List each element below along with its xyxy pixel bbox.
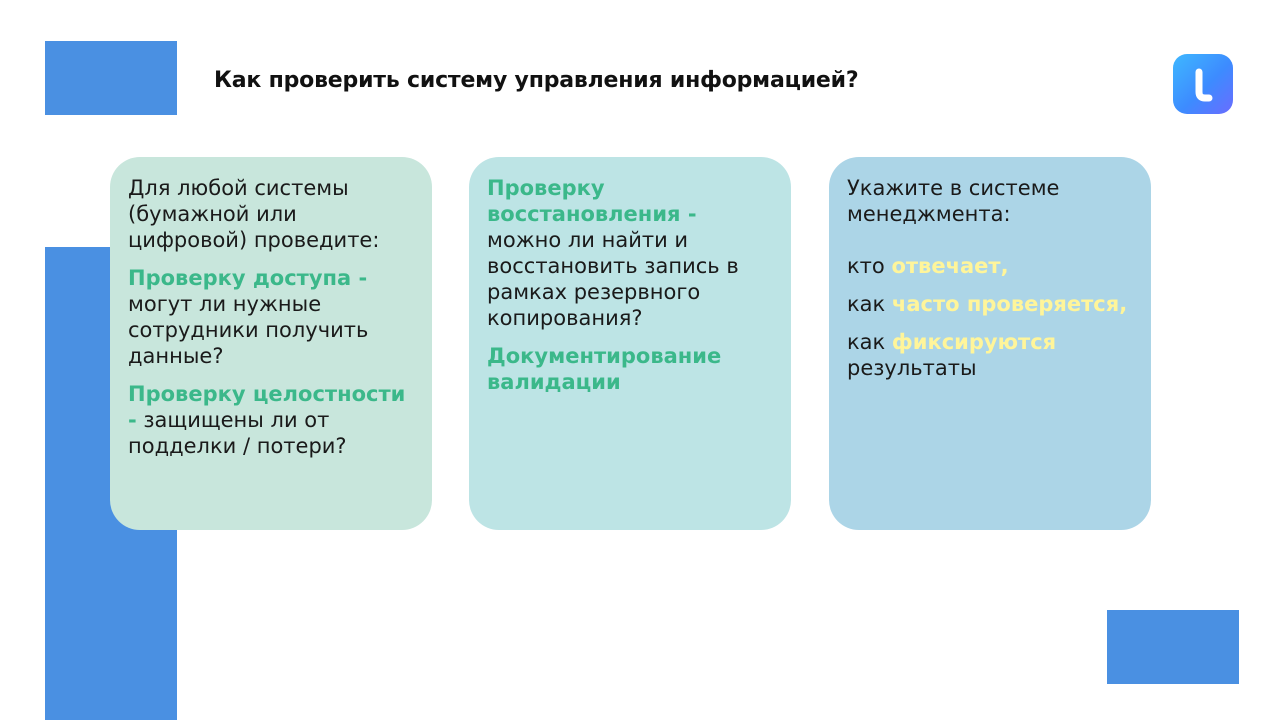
card-data-checks [110,157,432,530]
card3-line3-prefix: как [847,330,892,354]
card3-line2-highlight: часто проверяется, [891,292,1128,316]
card2-item-recovery-text: можно ли найти и восстановить запись в рамках резервного копирования? [487,228,739,330]
card2-item-recovery [487,175,773,331]
decor-rect-bottom-right [1107,610,1239,684]
card3-line-responsible [847,253,1133,279]
card3-line2-prefix: как [847,292,892,316]
card1-item-integrity [128,381,414,459]
card1-intro: Для любой системы (бумажной или цифровой) проведите: [128,176,380,252]
card3-line1-highlight: отвечает, [891,254,1009,278]
card2-item-documentation-head: Документирование валидации [487,344,722,394]
card1-item-integrity-text: защищены ли от подделки / потери? [128,408,347,458]
card1-item-integrity-head: Проверку целостности - [128,382,406,432]
card3-line-frequency [847,291,1133,317]
card-recovery [469,157,791,530]
card1-item-access-head: Проверку доступа - [128,266,368,290]
card3-line1-prefix: кто [847,254,892,278]
card1-item-access [128,265,414,369]
card3-line-recording [847,329,1133,381]
slide-title: Как проверить систему управления информацией? [214,68,859,93]
card2-item-documentation [487,343,773,395]
decor-rect-top-left [45,41,177,115]
brand-logo-icon [1173,54,1233,114]
card3-line3-suffix: результаты [847,356,977,380]
card1-item-access-text: могут ли нужные сотрудники получить данные? [128,292,369,368]
card-management-system [829,157,1151,530]
card2-item-recovery-head: Проверку восстановления - [487,176,697,226]
card3-line3-highlight: фиксируются [891,330,1057,354]
card3-intro: Укажите в системе менеджмента: [847,176,1060,226]
